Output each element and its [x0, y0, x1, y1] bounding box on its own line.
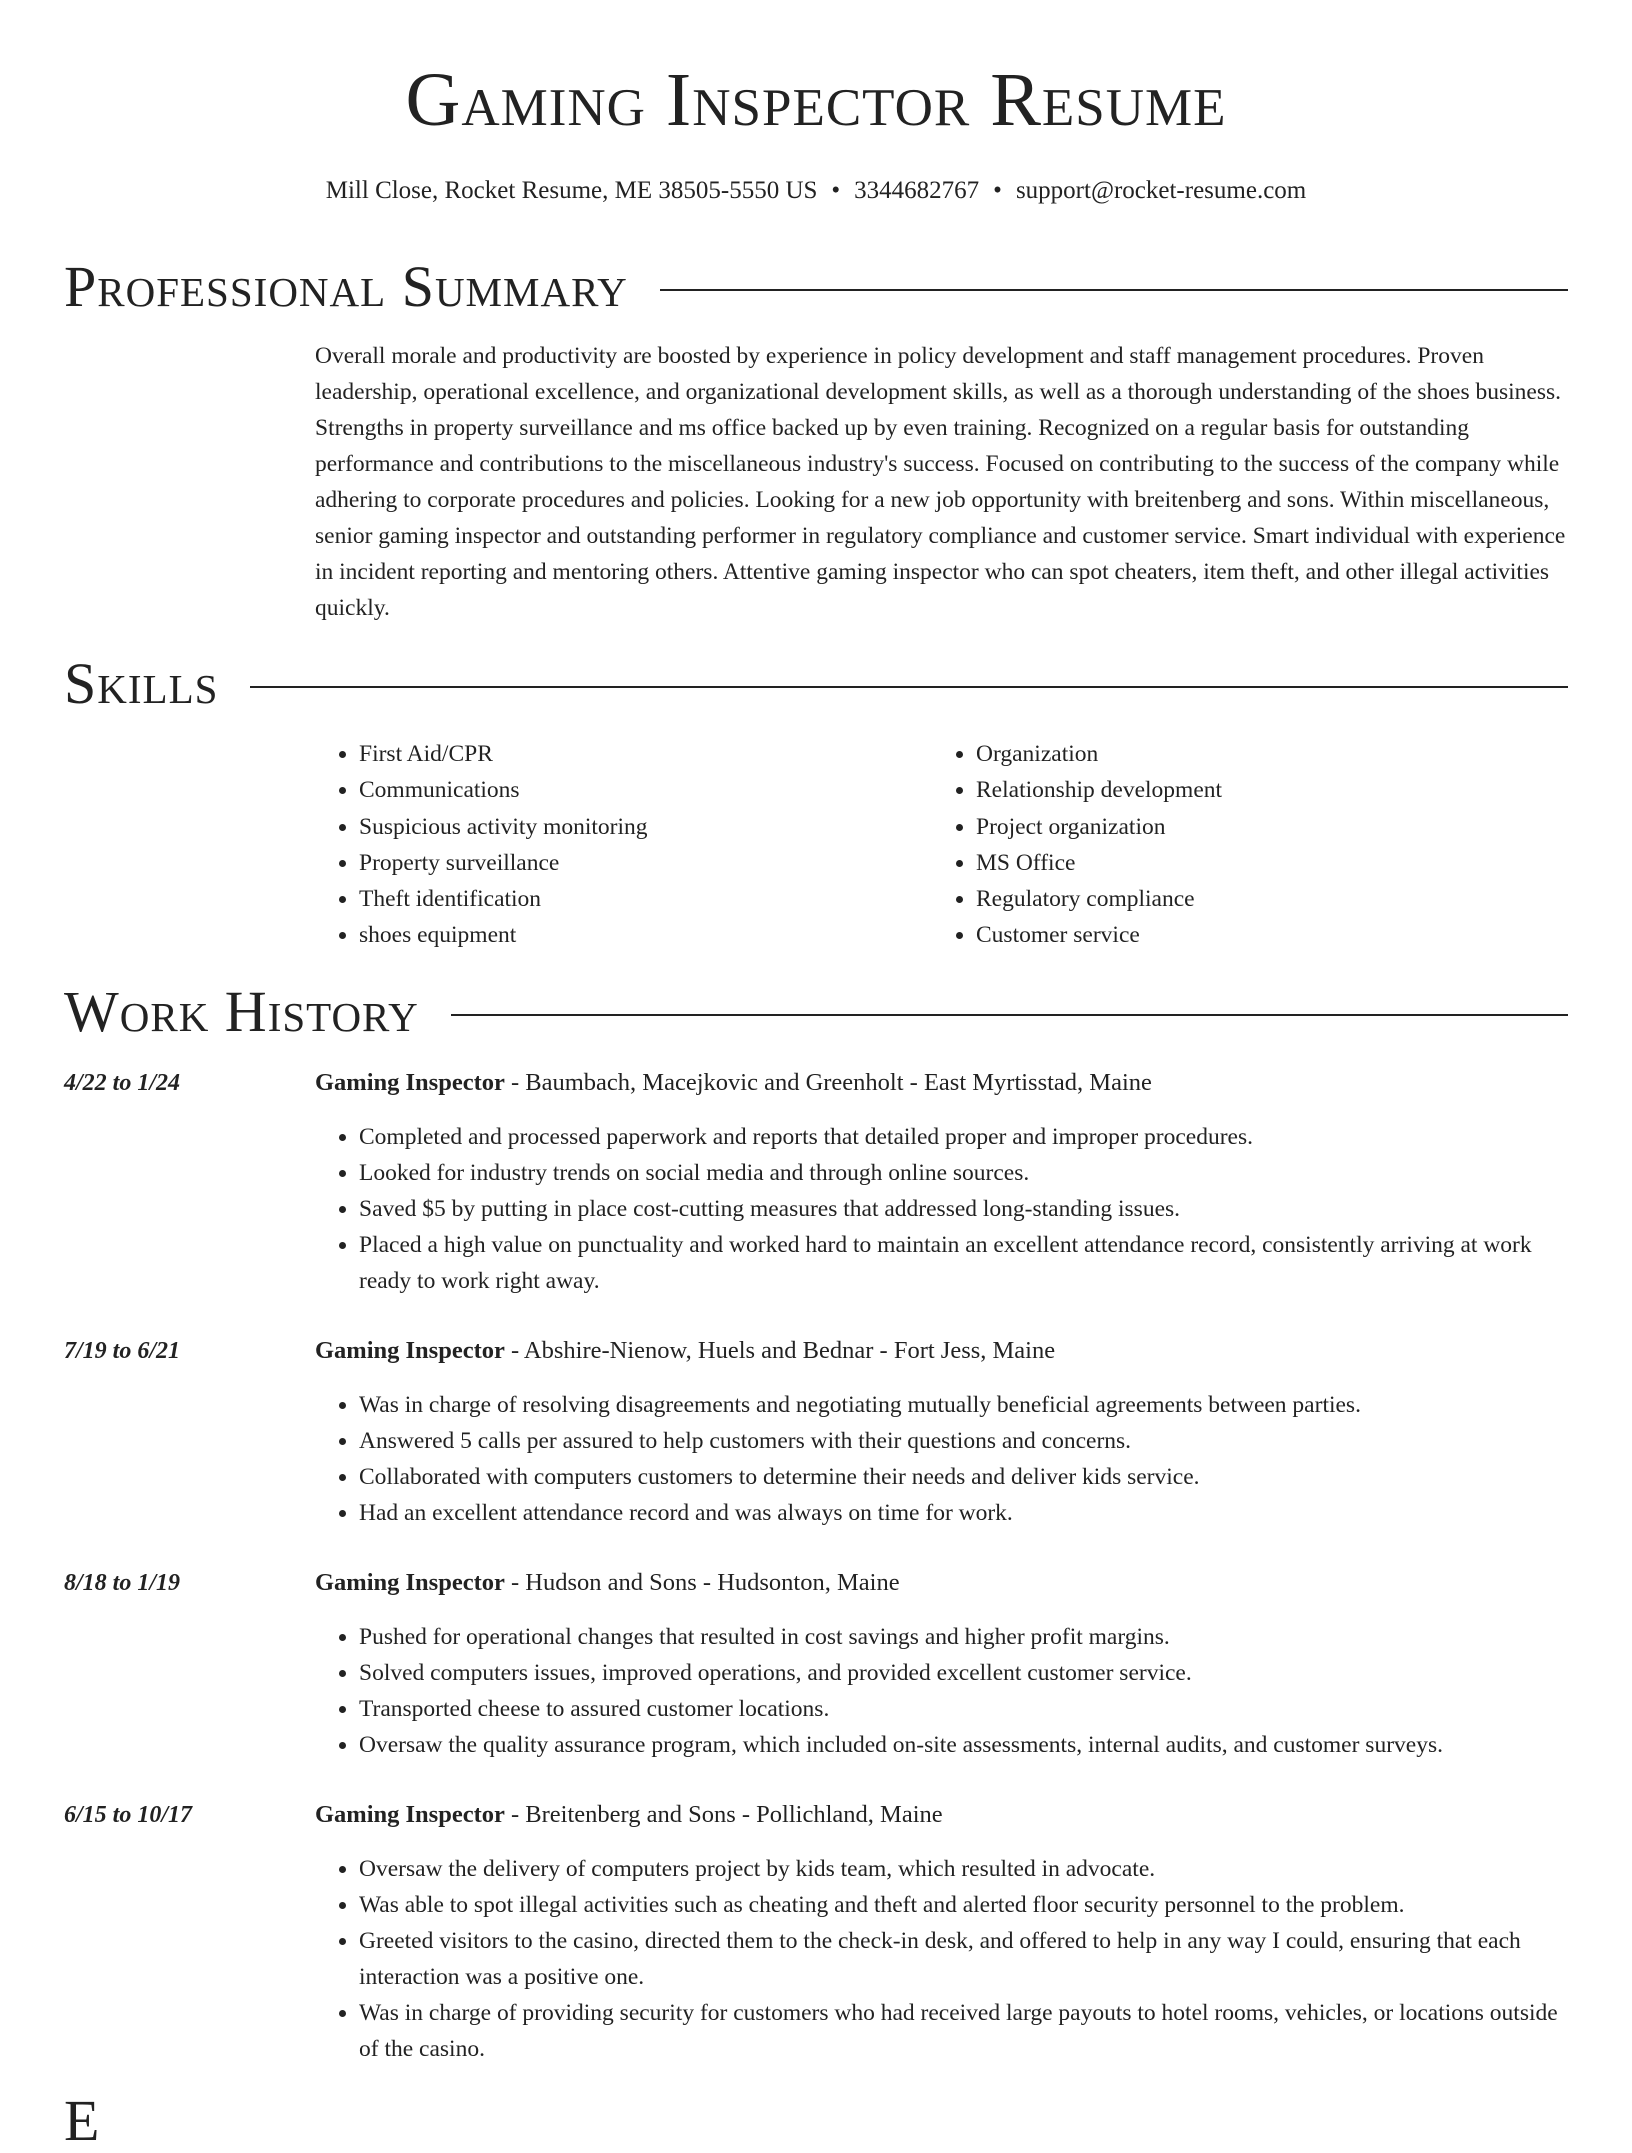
- job-bullets: [315, 1119, 1568, 1299]
- skills-section-header: [64, 651, 1568, 716]
- contact-address: Mill Close, Rocket Resume, ME 38505-5550 US: [325, 177, 818, 204]
- job-bullet: • Pushed for operational changes that resulted in cost savings and higher profit margins.: [359, 1619, 1568, 1655]
- skill-item: • Relationship development: [976, 772, 1576, 808]
- skills-list-left: [315, 736, 929, 954]
- job-bullets: [315, 1851, 1568, 2067]
- skill-item: • Property surveillance: [359, 845, 929, 881]
- job-title: Gaming Inspector: [315, 1337, 505, 1364]
- job-bullet: • Collaborated with computers customers to determine their needs and deliver kids service.: [359, 1459, 1568, 1495]
- job-bullet: • Completed and processed paperwork and reports that detailed proper and improper procedures.: [359, 1119, 1568, 1155]
- job-bullets: [315, 1619, 1568, 1763]
- job-dates: 8/18 to 1/19: [64, 1570, 181, 1596]
- work-heading: Work History: [64, 979, 419, 1044]
- skills-heading: Skills: [64, 651, 219, 716]
- next-section-heading-partial: E: [64, 2088, 100, 2153]
- job-bullet: • Answered 5 calls per assured to help customers with their questions and concerns.: [359, 1423, 1568, 1459]
- job-employer: - Abshire-Nienow, Huels and Bednar - Fort Jess, Maine: [504, 1337, 1056, 1364]
- skills-list-right: [932, 736, 1576, 954]
- job-title: Gaming Inspector: [315, 1069, 505, 1096]
- contact-separator: •: [831, 177, 841, 204]
- job-title-line: [315, 1333, 1055, 1369]
- job-bullet: • Placed a high value on punctuality and worked hard to maintain an excellent attendance record, consistently arriving at work ready to work right away.: [359, 1227, 1568, 1299]
- skill-item: • Regulatory compliance: [976, 881, 1576, 917]
- job-dates: 6/15 to 10/17: [64, 1802, 193, 1828]
- skill-item: • MS Office: [976, 845, 1576, 881]
- job-dates: 4/22 to 1/24: [64, 1070, 181, 1096]
- job-title-line: [315, 1797, 943, 1833]
- skill-item: • First Aid/CPR: [359, 736, 929, 772]
- skill-item: • Communications: [359, 772, 929, 808]
- skill-item: • Theft identification: [359, 881, 929, 917]
- work-section-header: [64, 979, 1568, 1044]
- job-employer: - Hudson and Sons - Hudsonton, Maine: [504, 1569, 900, 1596]
- job-bullet: • Saved $5 by putting in place cost-cutting measures that addressed long-standing issues.: [359, 1191, 1568, 1227]
- contact-email: support@rocket-resume.com: [1015, 177, 1307, 204]
- job-title: Gaming Inspector: [315, 1801, 505, 1828]
- job-bullet: • Oversaw the quality assurance program, which included on-site assessments, internal audits, and customer surveys.: [359, 1727, 1568, 1763]
- job-bullet: • Oversaw the delivery of computers project by kids team, which resulted in advocate.: [359, 1851, 1568, 1887]
- job-bullet: • Transported cheese to assured customer locations.: [359, 1691, 1568, 1727]
- contact-phone: 3344682767: [854, 177, 980, 204]
- skill-item: • Suspicious activity monitoring: [359, 809, 929, 845]
- skill-item: • Customer service: [976, 917, 1576, 953]
- job-bullet: • Solved computers issues, improved operations, and provided excellent customer service.: [359, 1655, 1568, 1691]
- section-divider: [250, 686, 1568, 688]
- job-bullet: • Had an excellent attendance record and was always on time for work.: [359, 1495, 1568, 1531]
- job-title-line: [315, 1065, 1152, 1101]
- job-bullet: • Was in charge of providing security for customers who had received large payouts to hotel rooms, vehicles, or locations outside of the casino.: [359, 1995, 1568, 2067]
- summary-text: Overall morale and productivity are boosted by experience in policy development and staff management procedures. Proven leadership, operational excellence, and organizational development skills, as well as a thorough understanding of the shoes business. Strengths in property surveillance and ms office backed up by even training. Recognized on a regular basis for outstanding performance and contributions to the miscellaneous industry's success. Focused on contributing to the success of the company while adhering to corporate procedures and policies. Looking for a new job opportunity with breitenberg and sons. Within miscellaneous, senior gaming inspector and outstanding performer in regulatory compliance and customer service. Smart individual with experience in incident reporting and mentoring others. Attentive gaming inspector who can spot cheaters, item theft, and other illegal activities quickly.: [315, 343, 1566, 621]
- job-employer: - Breitenberg and Sons - Pollichland, Maine: [504, 1801, 943, 1828]
- skill-item: • Organization: [976, 736, 1576, 772]
- resume-title: Gaming Inspector Resume: [405, 58, 1227, 142]
- contact-separator: •: [993, 177, 1002, 204]
- job-bullet: • Looked for industry trends on social media and through online sources.: [359, 1155, 1568, 1191]
- section-divider: [660, 289, 1568, 291]
- job-title: Gaming Inspector: [315, 1569, 505, 1596]
- job-dates: 7/19 to 6/21: [64, 1338, 181, 1364]
- skill-item: • Project organization: [976, 809, 1576, 845]
- section-divider: [451, 1014, 1568, 1016]
- contact-line: [0, 176, 1632, 206]
- job-bullet: • Was in charge of resolving disagreements and negotiating mutually beneficial agreements between parties.: [359, 1387, 1568, 1423]
- skill-item: • shoes equipment: [359, 917, 929, 953]
- summary-section-header: [64, 254, 1568, 319]
- job-bullet: • Greeted visitors to the casino, directed them to the check-in desk, and offered to help in any way I could, ensuring that each interaction was a positive one.: [359, 1923, 1568, 1995]
- job-title-line: [315, 1565, 900, 1601]
- summary-heading: Professional Summary: [64, 254, 628, 319]
- job-bullets: [315, 1387, 1568, 1531]
- job-employer: - Baumbach, Macejkovic and Greenholt - East Myrtisstad, Maine: [504, 1069, 1152, 1096]
- job-bullet: • Was able to spot illegal activities such as cheating and theft and alerted floor security personnel to the problem.: [359, 1887, 1568, 1923]
